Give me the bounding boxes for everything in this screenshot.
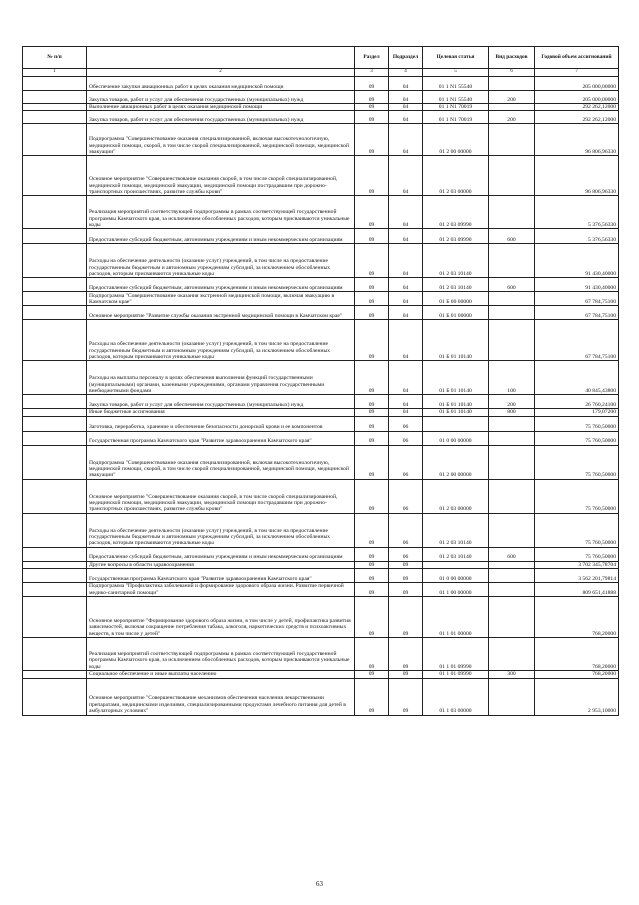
table-row bbox=[23, 671, 619, 678]
cell-name: Подпрограмма "Совершенствование оказания экстренной медицинской помощи, включая эвакуацию в Камчатском крае" bbox=[87, 292, 355, 306]
cell-target-article: 01 Б 01 10140 bbox=[423, 361, 489, 395]
table-row bbox=[23, 111, 619, 124]
cell-amount: 768,20000 bbox=[535, 671, 619, 678]
cell-expense-type: 300 bbox=[489, 671, 535, 678]
cell-target-article: 01 2 03 10140 bbox=[423, 244, 489, 278]
cell-target-article: 01 1 03 00000 bbox=[423, 678, 489, 715]
cell-number bbox=[23, 416, 87, 431]
cell-name: Иные бюджетные ассигнования bbox=[87, 409, 355, 416]
cell-razdel: 09 bbox=[355, 409, 389, 416]
cell-name: Обеспечение закупки авиационных работ в целях оказания медицинской помощи bbox=[87, 77, 355, 91]
cell-razdel: 09 bbox=[355, 416, 389, 431]
cell-name: Другие вопросы в области здравоохранения bbox=[87, 561, 355, 568]
cell-podrazdel: 04 bbox=[389, 196, 423, 229]
cell-expense-type bbox=[489, 479, 535, 513]
cell-expense-type bbox=[489, 583, 535, 597]
cell-name: Расходы на обеспечение деятельности (оказание услуг) учреждений, в том числе на предоставление государственным бюджетным и автономным учреждениям субсидий, за исключением обособленных расходов, которым присваиваются уникальные коды bbox=[87, 513, 355, 547]
table-row bbox=[23, 569, 619, 583]
cell-amount: 91 430,40000 bbox=[535, 244, 619, 278]
cell-razdel: 09 bbox=[355, 91, 389, 104]
header-number: № п/п bbox=[23, 47, 87, 69]
cell-expense-type bbox=[489, 77, 535, 91]
cell-name: Социальное обеспечение и иные выплаты населению bbox=[87, 671, 355, 678]
cell-name: Предоставление субсидий бюджетным, автономным учреждениям и иным некоммерческим организациям bbox=[87, 278, 355, 292]
table-row bbox=[23, 416, 619, 431]
header-name bbox=[87, 47, 355, 69]
cell-number bbox=[23, 409, 87, 416]
cell-target-article: 01 2 03 10140 bbox=[423, 513, 489, 547]
cell-number bbox=[23, 561, 87, 568]
table-row bbox=[23, 320, 619, 361]
page-number: 63 bbox=[316, 880, 323, 888]
table-row bbox=[23, 638, 619, 671]
cell-expense-type bbox=[489, 569, 535, 583]
column-number: 1 bbox=[23, 69, 87, 77]
cell-razdel: 09 bbox=[355, 569, 389, 583]
cell-target-article: 01 0 00 00000 bbox=[423, 431, 489, 445]
cell-amount: 179,07200 bbox=[535, 409, 619, 416]
cell-razdel: 09 bbox=[355, 278, 389, 292]
cell-number bbox=[23, 196, 87, 229]
cell-target-article bbox=[423, 416, 489, 431]
header-razdel: Раздел bbox=[355, 47, 389, 69]
cell-target-article: 01 2 00 00000 bbox=[423, 445, 489, 479]
cell-target-article: 01 1 01 00000 bbox=[423, 597, 489, 638]
header-podrazdel: Подраздел bbox=[389, 47, 423, 69]
cell-podrazdel: 04 bbox=[389, 244, 423, 278]
budget-sheet bbox=[22, 46, 618, 716]
cell-expense-type bbox=[489, 156, 535, 196]
cell-name: Предоставление субсидий бюджетным, автономным учреждениям и иным некоммерческим организациям bbox=[87, 229, 355, 244]
cell-amount: 26 760,24100 bbox=[535, 395, 619, 409]
cell-number bbox=[23, 320, 87, 361]
cell-expense-type: 200 bbox=[489, 395, 535, 409]
cell-podrazdel: 04 bbox=[389, 77, 423, 91]
cell-expense-type: 800 bbox=[489, 409, 535, 416]
cell-number bbox=[23, 671, 87, 678]
cell-name: Реализация мероприятий соответствующей подпрограммы в рамках соответствующей государственной программы Камчатского края, за исключением обособленных расходов, которым присваиваются уникальные коды bbox=[87, 196, 355, 229]
table-row bbox=[23, 124, 619, 156]
cell-target-article: 01 Б 01 10140 bbox=[423, 320, 489, 361]
cell-name: Подпрограмма "Профилактика заболеваний и формирование здорового образа жизни. Развитие первичной медико-санитарной помощи" bbox=[87, 583, 355, 597]
cell-name: Расходы на обеспечение деятельности (оказание услуг) учреждений, в том числе на предоставление государственным бюджетным и автономным учреждениям субсидий, за исключением обособленных расходов, которым присваиваются уникальные коды bbox=[87, 244, 355, 278]
cell-razdel: 09 bbox=[355, 77, 389, 91]
cell-target-article: 01 2 00 00000 bbox=[423, 124, 489, 156]
cell-name: Основное мероприятие "Развитие службы оказания экстренной медицинской помощи в Камчатском крае" bbox=[87, 306, 355, 320]
table-row bbox=[23, 196, 619, 229]
column-number: 3 bbox=[355, 69, 389, 77]
cell-target-article: 01 2 03 00000 bbox=[423, 479, 489, 513]
cell-amount: 3 562 201,79814 bbox=[535, 569, 619, 583]
cell-podrazdel: 09 bbox=[389, 671, 423, 678]
cell-razdel: 09 bbox=[355, 229, 389, 244]
cell-number bbox=[23, 104, 87, 111]
cell-number bbox=[23, 431, 87, 445]
cell-number bbox=[23, 569, 87, 583]
cell-expense-type bbox=[489, 445, 535, 479]
cell-podrazdel: 04 bbox=[389, 292, 423, 306]
cell-target-article: 01 1 N1 55540 bbox=[423, 77, 489, 91]
cell-number bbox=[23, 513, 87, 547]
cell-number bbox=[23, 479, 87, 513]
cell-target-article: 01 1 N1 70019 bbox=[423, 104, 489, 111]
cell-expense-type bbox=[489, 292, 535, 306]
table-row bbox=[23, 156, 619, 196]
cell-razdel: 09 bbox=[355, 561, 389, 568]
cell-expense-type bbox=[489, 306, 535, 320]
cell-razdel: 09 bbox=[355, 547, 389, 561]
table-row bbox=[23, 229, 619, 244]
cell-razdel: 09 bbox=[355, 244, 389, 278]
cell-expense-type bbox=[489, 638, 535, 671]
cell-name: Закупка товаров, работ и услуг для обеспечения государственных (муниципальных) нужд bbox=[87, 111, 355, 124]
table-row bbox=[23, 361, 619, 395]
budget-table bbox=[22, 46, 619, 716]
table-row bbox=[23, 479, 619, 513]
cell-number bbox=[23, 597, 87, 638]
cell-razdel: 09 bbox=[355, 513, 389, 547]
cell-expense-type bbox=[489, 416, 535, 431]
cell-number bbox=[23, 361, 87, 395]
cell-amount: 768,20000 bbox=[535, 597, 619, 638]
cell-razdel: 09 bbox=[355, 320, 389, 361]
cell-amount: 75 760,50000 bbox=[535, 513, 619, 547]
cell-target-article: 01 Б 00 00000 bbox=[423, 292, 489, 306]
cell-expense-type: 600 bbox=[489, 229, 535, 244]
cell-podrazdel: 04 bbox=[389, 395, 423, 409]
cell-podrazdel: 04 bbox=[389, 409, 423, 416]
column-number: 5 bbox=[423, 69, 489, 77]
cell-number bbox=[23, 77, 87, 91]
cell-name: Расходы на обеспечение деятельности (оказание услуг) учреждений, в том числе на предоставление государственным бюджетным и автономным учреждениям субсидий, за исключением обособленных расходов, которым присваиваются уникальные коды bbox=[87, 320, 355, 361]
cell-expense-type bbox=[489, 513, 535, 547]
table-row bbox=[23, 278, 619, 292]
cell-name: Подпрограмма "Совершенствование оказания специализированной, включая высокотехнологичную, медицинской помощи, скорой, в том числе скорой специализированной, медицинской помощи, медицинской эвакуации" bbox=[87, 124, 355, 156]
cell-amount: 5 376,56330 bbox=[535, 229, 619, 244]
cell-name: Государственная программа Камчатского края "Развитие здравоохранения Камчатского края" bbox=[87, 431, 355, 445]
cell-razdel: 09 bbox=[355, 156, 389, 196]
table-row bbox=[23, 306, 619, 320]
cell-expense-type: 200 bbox=[489, 91, 535, 104]
cell-amount: 91 430,40000 bbox=[535, 278, 619, 292]
table-row bbox=[23, 395, 619, 409]
column-number: 4 bbox=[389, 69, 423, 77]
cell-amount: 768,20000 bbox=[535, 638, 619, 671]
header-annual-amount: Годовой объем ассигнований bbox=[535, 47, 619, 69]
cell-amount: 205 000,00000 bbox=[535, 91, 619, 104]
cell-expense-type bbox=[489, 320, 535, 361]
cell-amount: 205 000,00000 bbox=[535, 77, 619, 91]
cell-number bbox=[23, 229, 87, 244]
table-row bbox=[23, 409, 619, 416]
cell-name: Основное мероприятие "Совершенствование оказания скорой, в том числе скорой специализированной, медицинской помощи, медицинской эвакуации, медицинской помощи пострадавшим при дорожно-транспортных происшествиях, развитие службы крови" bbox=[87, 156, 355, 196]
cell-number bbox=[23, 244, 87, 278]
cell-podrazdel: 06 bbox=[389, 513, 423, 547]
cell-expense-type: 100 bbox=[489, 361, 535, 395]
cell-expense-type: 600 bbox=[489, 278, 535, 292]
cell-podrazdel: 09 bbox=[389, 561, 423, 568]
cell-target-article: 01 1 01 09990 bbox=[423, 671, 489, 678]
cell-razdel: 09 bbox=[355, 479, 389, 513]
cell-amount: 809 651,41888 bbox=[535, 583, 619, 597]
cell-podrazdel: 09 bbox=[389, 597, 423, 638]
cell-razdel: 09 bbox=[355, 361, 389, 395]
cell-podrazdel: 04 bbox=[389, 278, 423, 292]
table-row bbox=[23, 445, 619, 479]
cell-target-article bbox=[423, 561, 489, 568]
cell-name: Подпрограмма "Совершенствование оказания специализированной, включая высокотехнологичную, медицинской помощи, скорой, в том числе скорой специализированной, медицинской помощи, медицинской эвакуации" bbox=[87, 445, 355, 479]
cell-podrazdel: 06 bbox=[389, 445, 423, 479]
cell-podrazdel: 09 bbox=[389, 583, 423, 597]
cell-target-article: 01 2 03 09990 bbox=[423, 229, 489, 244]
cell-number bbox=[23, 638, 87, 671]
cell-expense-type bbox=[489, 678, 535, 715]
table-row bbox=[23, 77, 619, 91]
cell-expense-type bbox=[489, 124, 535, 156]
cell-amount: 292 262,12000 bbox=[535, 111, 619, 124]
cell-target-article: 01 0 00 00000 bbox=[423, 569, 489, 583]
cell-podrazdel: 04 bbox=[389, 306, 423, 320]
cell-name: Заготовка, переработка, хранение и обеспечение безопасности донорской крови и ее компонентов bbox=[87, 416, 355, 431]
cell-podrazdel: 06 bbox=[389, 431, 423, 445]
cell-amount: 67 784,75100 bbox=[535, 292, 619, 306]
cell-number bbox=[23, 278, 87, 292]
cell-expense-type bbox=[489, 104, 535, 111]
cell-number bbox=[23, 678, 87, 715]
cell-amount: 96 806,96330 bbox=[535, 156, 619, 196]
table-row bbox=[23, 597, 619, 638]
cell-razdel: 09 bbox=[355, 306, 389, 320]
cell-name: Выполнение авиационных работ в целях оказания медицинской помощи bbox=[87, 104, 355, 111]
cell-podrazdel: 04 bbox=[389, 361, 423, 395]
column-number: 6 bbox=[489, 69, 535, 77]
table-row bbox=[23, 513, 619, 547]
cell-razdel: 09 bbox=[355, 292, 389, 306]
cell-razdel: 09 bbox=[355, 196, 389, 229]
column-number-row bbox=[23, 69, 619, 77]
cell-name: Закупка товаров, работ и услуг для обеспечения государственных (муниципальных) нужд bbox=[87, 395, 355, 409]
cell-podrazdel: 06 bbox=[389, 547, 423, 561]
cell-target-article: 01 2 03 10140 bbox=[423, 278, 489, 292]
cell-amount: 75 760,50000 bbox=[535, 479, 619, 513]
cell-number bbox=[23, 156, 87, 196]
cell-target-article: 01 1 N1 70019 bbox=[423, 111, 489, 124]
cell-expense-type bbox=[489, 431, 535, 445]
cell-number bbox=[23, 395, 87, 409]
cell-target-article: 01 Б 01 10140 bbox=[423, 395, 489, 409]
cell-amount: 75 760,50000 bbox=[535, 431, 619, 445]
cell-razdel: 09 bbox=[355, 111, 389, 124]
cell-target-article: 01 1 N1 55540 bbox=[423, 91, 489, 104]
header-expense-type: Вид расходов bbox=[489, 47, 535, 69]
table-body bbox=[23, 77, 619, 716]
cell-expense-type bbox=[489, 244, 535, 278]
cell-razdel: 09 bbox=[355, 395, 389, 409]
cell-expense-type bbox=[489, 196, 535, 229]
cell-number bbox=[23, 91, 87, 104]
cell-amount: 75 760,50000 bbox=[535, 445, 619, 479]
cell-target-article: 01 1 01 09990 bbox=[423, 638, 489, 671]
cell-name: Государственная программа Камчатского края "Развитие здравоохранения Камчатского края" bbox=[87, 569, 355, 583]
cell-number bbox=[23, 306, 87, 320]
cell-amount: 67 784,75100 bbox=[535, 320, 619, 361]
cell-name: Основное мероприятие "Совершенствование оказания скорой, в том числе скорой специализированной, медицинской помощи, медицинской эвакуации, медицинской помощи пострадавшим при дорожно-транспортных происшествиях, развитие службы крови" bbox=[87, 479, 355, 513]
cell-name: Предоставление субсидий бюджетным, автономным учреждениям и иным некоммерческим организациям bbox=[87, 547, 355, 561]
cell-number bbox=[23, 445, 87, 479]
cell-target-article: 01 1 00 00000 bbox=[423, 583, 489, 597]
cell-expense-type bbox=[489, 561, 535, 568]
cell-name: Основное мероприятие "Формирование здорового образа жизни, в том числе у детей, профилактика развития зависимостей, включая сокращение потребления табака, алкоголя, наркотических средств и психоактивных веществ, в том числе у детей" bbox=[87, 597, 355, 638]
cell-name: Расходы на выплаты персоналу в целях обеспечения выполнения функций государственными (муниципальными) органами, казенными учреждениями, органами управления государственными внебюджетными фондами bbox=[87, 361, 355, 395]
cell-razdel: 09 bbox=[355, 431, 389, 445]
cell-number bbox=[23, 547, 87, 561]
table-row bbox=[23, 561, 619, 568]
cell-target-article: 01 2 03 09990 bbox=[423, 196, 489, 229]
table-row bbox=[23, 292, 619, 306]
cell-number bbox=[23, 583, 87, 597]
cell-expense-type: 200 bbox=[489, 111, 535, 124]
table-header-row bbox=[23, 47, 619, 69]
cell-amount: 5 376,56330 bbox=[535, 196, 619, 229]
cell-razdel: 09 bbox=[355, 124, 389, 156]
cell-amount: 75 760,50000 bbox=[535, 547, 619, 561]
cell-podrazdel: 06 bbox=[389, 416, 423, 431]
cell-podrazdel: 09 bbox=[389, 678, 423, 715]
cell-amount: 2 953,10000 bbox=[535, 678, 619, 715]
cell-name: Основное мероприятие "Совершенствование механизмов обеспечения населения лекарственными препаратами, медицинскими изделиями, специализированными продуктами лечебного питания для детей в амбулаторных условиях" bbox=[87, 678, 355, 715]
table-row bbox=[23, 244, 619, 278]
cell-razdel: 09 bbox=[355, 583, 389, 597]
cell-podrazdel: 04 bbox=[389, 229, 423, 244]
cell-razdel: 09 bbox=[355, 445, 389, 479]
table-row bbox=[23, 547, 619, 561]
cell-target-article: 01 Б 01 10140 bbox=[423, 409, 489, 416]
cell-podrazdel: 04 bbox=[389, 104, 423, 111]
cell-podrazdel: 09 bbox=[389, 638, 423, 671]
column-number: 7 bbox=[535, 69, 619, 77]
cell-name: Реализация мероприятий соответствующей подпрограммы в рамках соответствующей государственной программы Камчатского края, за исключением обособленных расходов, которым присваиваются уникальные коды bbox=[87, 638, 355, 671]
column-number: 2 bbox=[87, 69, 355, 77]
cell-number bbox=[23, 124, 87, 156]
cell-amount: 67 784,75100 bbox=[535, 306, 619, 320]
cell-razdel: 09 bbox=[355, 678, 389, 715]
cell-expense-type bbox=[489, 597, 535, 638]
cell-podrazdel: 04 bbox=[389, 156, 423, 196]
cell-target-article: 01 2 03 10140 bbox=[423, 547, 489, 561]
table-row bbox=[23, 583, 619, 597]
cell-amount: 40 845,43800 bbox=[535, 361, 619, 395]
cell-target-article: 01 Б 01 00000 bbox=[423, 306, 489, 320]
cell-podrazdel: 04 bbox=[389, 320, 423, 361]
cell-expense-type: 600 bbox=[489, 547, 535, 561]
cell-razdel: 09 bbox=[355, 104, 389, 111]
cell-name: Закупка товаров, работ и услуг для обеспечения государственных (муниципальных) нужд bbox=[87, 91, 355, 104]
table-row bbox=[23, 678, 619, 715]
cell-amount: 96 806,96330 bbox=[535, 124, 619, 156]
cell-amount: 292 262,12000 bbox=[535, 104, 619, 111]
cell-podrazdel: 04 bbox=[389, 124, 423, 156]
cell-razdel: 09 bbox=[355, 597, 389, 638]
cell-podrazdel: 09 bbox=[389, 569, 423, 583]
header-target-article: Целевая статья bbox=[423, 47, 489, 69]
cell-amount: 75 760,50000 bbox=[535, 416, 619, 431]
cell-podrazdel: 04 bbox=[389, 91, 423, 104]
cell-podrazdel: 06 bbox=[389, 479, 423, 513]
cell-podrazdel: 04 bbox=[389, 111, 423, 124]
table-row bbox=[23, 431, 619, 445]
table-row bbox=[23, 104, 619, 111]
cell-amount: 3 702 345,78704 bbox=[535, 561, 619, 568]
cell-number bbox=[23, 292, 87, 306]
cell-number bbox=[23, 111, 87, 124]
table-row bbox=[23, 91, 619, 104]
cell-razdel: 09 bbox=[355, 638, 389, 671]
cell-target-article: 01 2 03 00000 bbox=[423, 156, 489, 196]
cell-razdel: 09 bbox=[355, 671, 389, 678]
